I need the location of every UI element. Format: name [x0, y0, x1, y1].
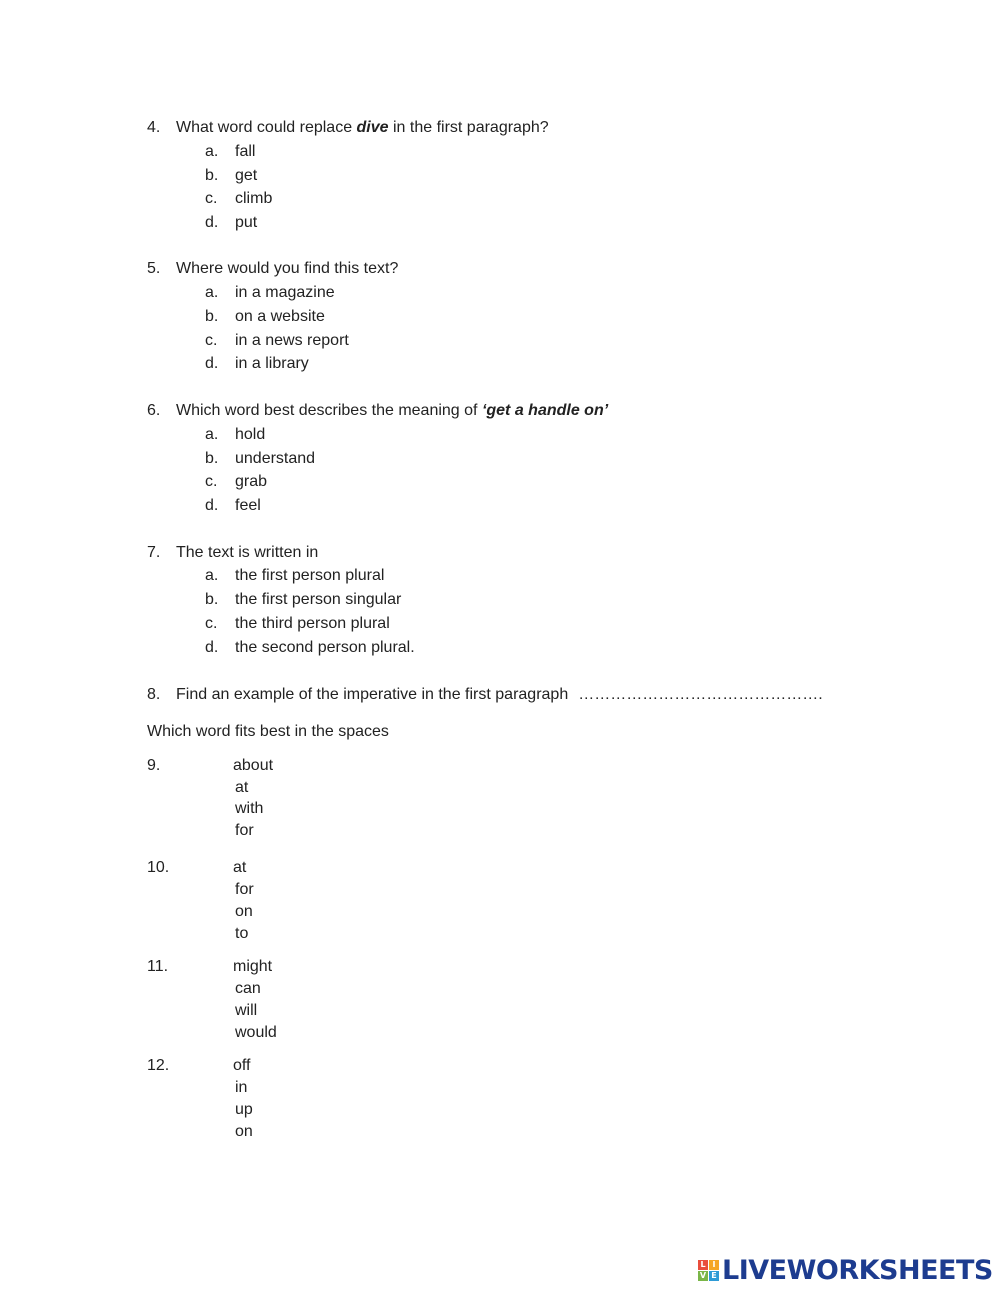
liveworksheets-logo: [698, 1255, 993, 1285]
question-12-option[interactable]: in: [235, 1079, 248, 1096]
question-10-option[interactable]: at: [233, 859, 247, 876]
question-8-number: 8.: [147, 686, 161, 703]
question-9-option[interactable]: at: [235, 779, 249, 796]
question-9-option[interactable]: for: [235, 822, 254, 839]
question-9-option[interactable]: with: [235, 800, 264, 817]
question-10-option[interactable]: for: [235, 881, 254, 898]
fill-instruction: Which word fits best in the spaces: [147, 723, 389, 740]
option-letter: d.: [205, 214, 219, 231]
question-10-option[interactable]: to: [235, 925, 249, 942]
option-letter: b.: [205, 167, 219, 184]
question-4-text: What word could replace dive in the first paragraph?: [176, 119, 549, 136]
question-6-text: Which word best describes the meaning of ‘get a handle on’: [176, 402, 609, 419]
option-letter: d.: [205, 639, 219, 656]
question-7-option-c[interactable]: the third person plural: [235, 615, 390, 632]
question-10-number: 10.: [147, 859, 170, 876]
option-letter: a.: [205, 143, 219, 160]
question-7-option-b[interactable]: the first person singular: [235, 591, 402, 608]
logo-block: I: [709, 1260, 719, 1270]
question-5-option-c[interactable]: in a news report: [235, 332, 349, 349]
logo-block: V: [699, 1270, 707, 1280]
option-letter: d.: [205, 497, 219, 514]
logo-text: LIVEWORKSHEETS: [722, 1254, 993, 1286]
option-letter: c.: [205, 332, 218, 349]
question-12-option[interactable]: off: [233, 1057, 251, 1074]
question-4-option-b[interactable]: get: [235, 167, 258, 184]
question-4-option-a[interactable]: fall: [235, 143, 256, 160]
option-letter: b.: [205, 450, 219, 467]
question-5-option-d[interactable]: in a library: [235, 355, 309, 372]
question-5-text: Where would you find this text?: [176, 260, 399, 277]
question-7-option-d[interactable]: the second person plural.: [235, 639, 415, 656]
question-7-option-a[interactable]: the first person plural: [235, 567, 385, 584]
question-6-option-d[interactable]: feel: [235, 497, 261, 514]
question-9-option[interactable]: about: [233, 757, 274, 774]
question-11-number: 11.: [147, 958, 169, 975]
question-12-option[interactable]: on: [235, 1123, 253, 1140]
question-11-option[interactable]: will: [235, 1002, 258, 1019]
question-12-option[interactable]: up: [235, 1101, 253, 1118]
logo-block: E: [709, 1271, 719, 1281]
option-letter: a.: [205, 284, 219, 301]
question-7-text: The text is written in: [176, 544, 319, 561]
logo-blocks-icon: [698, 1260, 719, 1281]
question-4-option-c[interactable]: climb: [235, 190, 273, 207]
option-letter: b.: [205, 308, 219, 325]
question-4-option-d[interactable]: put: [235, 214, 258, 231]
question-4-number: 4.: [147, 119, 161, 136]
option-letter: c.: [205, 473, 218, 490]
question-10-option[interactable]: on: [235, 903, 253, 920]
option-letter: c.: [205, 190, 218, 207]
question-5-option-a[interactable]: in a magazine: [235, 284, 335, 301]
logo-block: L: [698, 1260, 708, 1270]
question-5-number: 5.: [147, 260, 161, 277]
question-8-answer-blank[interactable]: ……………………………………….: [578, 686, 823, 703]
question-9-number: 9.: [147, 757, 161, 774]
question-8-text: Find an example of the imperative in the first paragraph ……………………………………….: [176, 686, 823, 703]
question-11-option[interactable]: might: [233, 958, 273, 975]
option-letter: b.: [205, 591, 219, 608]
question-11-option[interactable]: would: [235, 1024, 277, 1041]
question-6-option-b[interactable]: understand: [235, 450, 316, 467]
option-letter: d.: [205, 355, 219, 372]
question-6-number: 6.: [147, 402, 161, 419]
question-7-number: 7.: [147, 544, 161, 561]
question-11-option[interactable]: can: [235, 980, 261, 997]
question-6-option-a[interactable]: hold: [235, 426, 266, 443]
option-letter: c.: [205, 615, 218, 632]
question-12-number: 12.: [147, 1057, 170, 1074]
question-6-option-c[interactable]: grab: [235, 473, 268, 490]
option-letter: a.: [205, 426, 219, 443]
option-letter: a.: [205, 567, 219, 584]
question-5-option-b[interactable]: on a website: [235, 308, 325, 325]
